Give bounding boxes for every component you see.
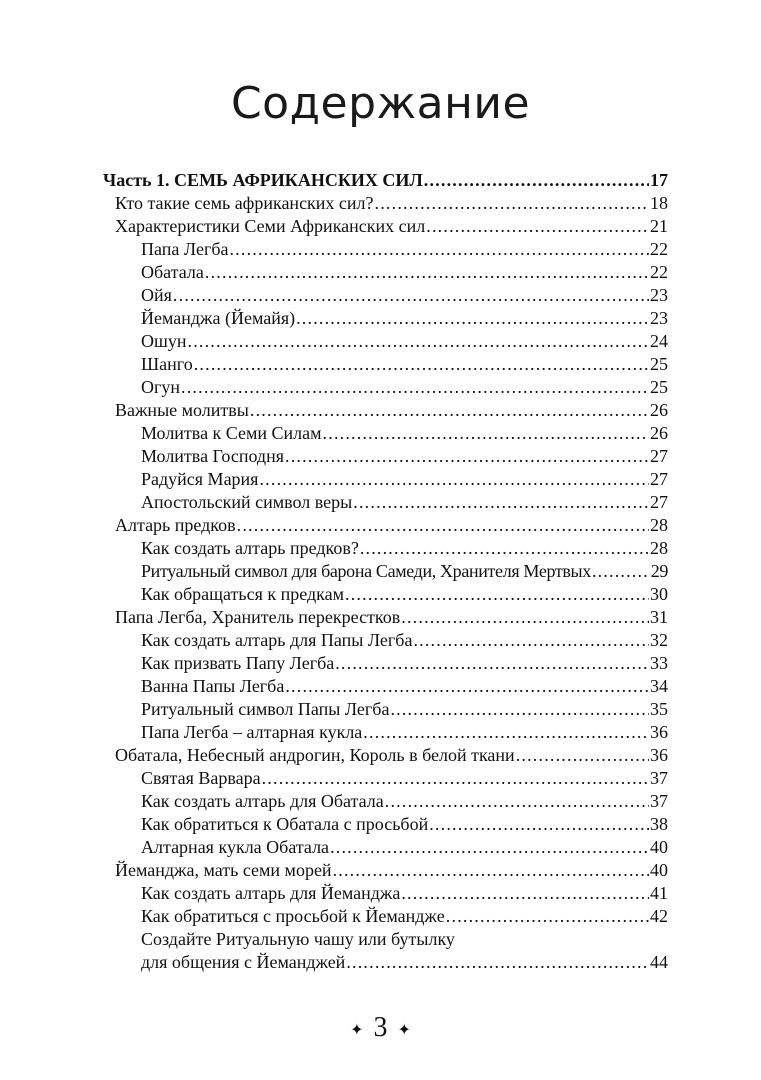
toc-entry-part-1 <box>103 169 668 192</box>
toc-entry-text: Важные молитвы <box>115 400 249 420</box>
toc-entry-text: Как создать алтарь для Йеманджа <box>141 883 401 903</box>
toc-entry-page: 40 <box>650 860 668 880</box>
toc-entry <box>103 422 668 445</box>
leader-dots <box>335 652 649 675</box>
leader-dots <box>516 744 649 767</box>
toc-entry-page: 27 <box>650 446 668 466</box>
toc-entry-text: Йеманджа, мать семи морей <box>115 860 332 880</box>
toc-entry-page: 30 <box>650 584 668 604</box>
toc-entry-page: 31 <box>650 607 668 627</box>
leader-dots <box>429 813 649 836</box>
leader-dots <box>323 422 649 445</box>
toc-entry <box>103 238 668 261</box>
toc-entry-text: Ойя <box>141 285 172 305</box>
leader-dots <box>285 445 649 468</box>
toc-entry-text: Ванна Папы Легба <box>141 676 285 696</box>
leader-dots <box>346 951 649 974</box>
toc-entry <box>103 307 668 330</box>
leader-dots <box>592 560 650 583</box>
toc-entry <box>103 261 668 284</box>
toc-entry-text: Святая Варвара <box>141 768 261 788</box>
toc-entry-text: Йеманджа (Йемайя) <box>141 308 296 328</box>
toc-entry-text: Алтарная кукла Обатала <box>141 837 330 857</box>
toc-entry <box>103 652 668 675</box>
ornament-right-icon: ✦ <box>397 1021 411 1039</box>
leader-dots <box>345 583 649 606</box>
leader-dots <box>262 767 649 790</box>
toc-entry-text: Радуйся Мария <box>141 469 259 489</box>
toc-entry-text: Как обратиться с просьбой к Йеманджe <box>141 906 445 926</box>
toc-entry-text: Алтарь предков <box>115 515 236 535</box>
toc-entry <box>103 951 668 974</box>
leader-dots <box>401 882 649 905</box>
toc-entry-page: 38 <box>650 814 668 834</box>
toc-entry-text: Как обращаться к предкам <box>141 584 345 604</box>
leader-dots <box>188 330 650 353</box>
toc-entry-text: Как создать алтарь предков? <box>141 538 359 558</box>
toc-entry <box>103 882 668 905</box>
toc-entry <box>103 330 668 353</box>
leader-dots <box>353 491 649 514</box>
toc-entry-page: 28 <box>650 538 668 558</box>
toc-entry-text: Обатала <box>141 262 204 282</box>
page-number: 3 <box>373 1012 388 1043</box>
toc-entry-page: 17 <box>650 170 668 190</box>
ornament-left-icon: ✦ <box>350 1021 364 1039</box>
toc-entry <box>103 629 668 652</box>
toc-entry <box>103 445 668 468</box>
page-number-footer <box>0 1012 761 1044</box>
toc-entry-text: для общения с Йеманджей <box>141 952 346 972</box>
toc-entry-text: Как обратиться к Обатала с просьбой <box>141 814 429 834</box>
toc-entry <box>103 192 668 215</box>
toc-entry-page: 25 <box>650 354 668 374</box>
toc-entry <box>103 698 668 721</box>
toc-entry-text-line: Создайте Ритуальную чашу или бутылку <box>141 929 455 949</box>
page-title: Содержание <box>230 78 531 129</box>
leader-dots <box>229 238 649 261</box>
toc-entry <box>103 583 668 606</box>
toc-entry-page: 28 <box>650 515 668 535</box>
toc-entry-text: Как создать алтарь для Обатала <box>141 791 384 811</box>
toc-entry <box>103 215 668 238</box>
toc-entry <box>103 514 668 537</box>
leader-dots <box>330 836 649 859</box>
toc-entry-text: Молитва к Семи Силам <box>141 423 322 443</box>
toc-entry <box>103 744 668 767</box>
toc-entry-page: 41 <box>650 883 668 903</box>
toc-entry-page: 44 <box>650 952 668 972</box>
leader-dots <box>205 261 649 284</box>
leader-dots <box>259 468 649 491</box>
toc-entry <box>103 491 668 514</box>
toc-entry <box>103 376 668 399</box>
toc-entry-page: 32 <box>650 630 668 650</box>
toc-entry-text: Молитва Господня <box>141 446 284 466</box>
leader-dots <box>194 353 649 376</box>
toc-entry <box>103 813 668 836</box>
toc-entry-page: 29 <box>650 561 668 581</box>
toc-entry-page: 42 <box>650 906 668 926</box>
toc-entry-text: Папа Легба – алтарная кукла <box>141 722 363 742</box>
toc-entry-page: 36 <box>650 745 668 765</box>
leader-dots <box>446 905 649 928</box>
toc-entry <box>103 606 668 629</box>
toc-entry-page: 25 <box>650 377 668 397</box>
toc-entry-page: 18 <box>650 193 668 213</box>
toc-entry-page: 26 <box>650 400 668 420</box>
leader-dots <box>413 629 649 652</box>
toc-entry-text: Ритуальный символ для барона Самеди, Хранителя Мертвых <box>141 561 591 581</box>
toc-entry-text: Ритуальный символ Папы Легба <box>141 699 390 719</box>
toc-entry <box>103 468 668 491</box>
toc-entry-page: 23 <box>650 308 668 328</box>
toc-entry-text: Обатала, Небесный андрогин, Король в белой ткани <box>115 745 515 765</box>
toc-entry-page: 37 <box>650 768 668 788</box>
leader-dots <box>375 192 649 215</box>
toc-entry-text: Апостольский символ веры <box>141 492 353 512</box>
leader-dots <box>333 859 649 882</box>
toc-entry-text: Шанго <box>141 354 193 374</box>
toc-entry-page: 35 <box>650 699 668 719</box>
toc-entry-page: 23 <box>650 285 668 305</box>
toc-entry-page: 24 <box>650 331 668 351</box>
leader-dots <box>285 675 649 698</box>
toc-entry <box>103 767 668 790</box>
toc-entry-page: 27 <box>650 492 668 512</box>
toc-entry <box>103 790 668 813</box>
leader-dots <box>237 514 649 537</box>
leader-dots <box>296 307 649 330</box>
toc-entry-page: 37 <box>650 791 668 811</box>
leader-dots <box>426 215 649 238</box>
toc-entry-text: Кто такие семь африканских сил? <box>115 193 374 213</box>
toc-entry-text: Огун <box>141 377 181 397</box>
toc-entry-text: Как создать алтарь для Папы Легба <box>141 630 413 650</box>
leader-dots <box>390 698 649 721</box>
leader-dots <box>424 169 649 192</box>
toc-entry-page: 34 <box>650 676 668 696</box>
toc-entry <box>103 859 668 882</box>
leader-dots <box>250 399 649 422</box>
toc-entry-text: Папа Легба, Хранитель перекрестков <box>115 607 401 627</box>
toc-entry <box>103 721 668 744</box>
toc-entry-text: Характеристики Семи Африканских сил <box>115 216 426 236</box>
toc-entry-text: Часть 1. СЕМЬ АФРИКАНСКИХ СИЛ <box>103 170 423 190</box>
toc-entry-page: 22 <box>650 262 668 282</box>
toc-entry-page: 36 <box>650 722 668 742</box>
leader-dots <box>385 790 649 813</box>
leader-dots <box>181 376 649 399</box>
toc-entry <box>103 537 668 560</box>
leader-dots <box>173 284 649 307</box>
toc-entry-page: 26 <box>650 423 668 443</box>
toc-entry-page: 27 <box>650 469 668 489</box>
toc-entry <box>103 284 668 307</box>
toc-entry-page: 33 <box>650 653 668 673</box>
toc-entry <box>103 399 668 422</box>
toc-entry <box>103 560 668 583</box>
toc-entry-page: 21 <box>650 216 668 236</box>
toc-entry-text: Как призвать Папу Легба <box>141 653 335 673</box>
toc-entry-text: Папа Легба <box>141 239 229 259</box>
toc-entry <box>103 905 668 928</box>
toc-entry <box>103 353 668 376</box>
leader-dots <box>401 606 649 629</box>
leader-dots <box>360 537 649 560</box>
toc-entry-page: 40 <box>650 837 668 857</box>
toc-entry-page: 22 <box>650 239 668 259</box>
toc-entry-text: Ошун <box>141 331 187 351</box>
toc-entry <box>103 836 668 859</box>
toc-entry <box>103 675 668 698</box>
leader-dots <box>363 721 649 744</box>
